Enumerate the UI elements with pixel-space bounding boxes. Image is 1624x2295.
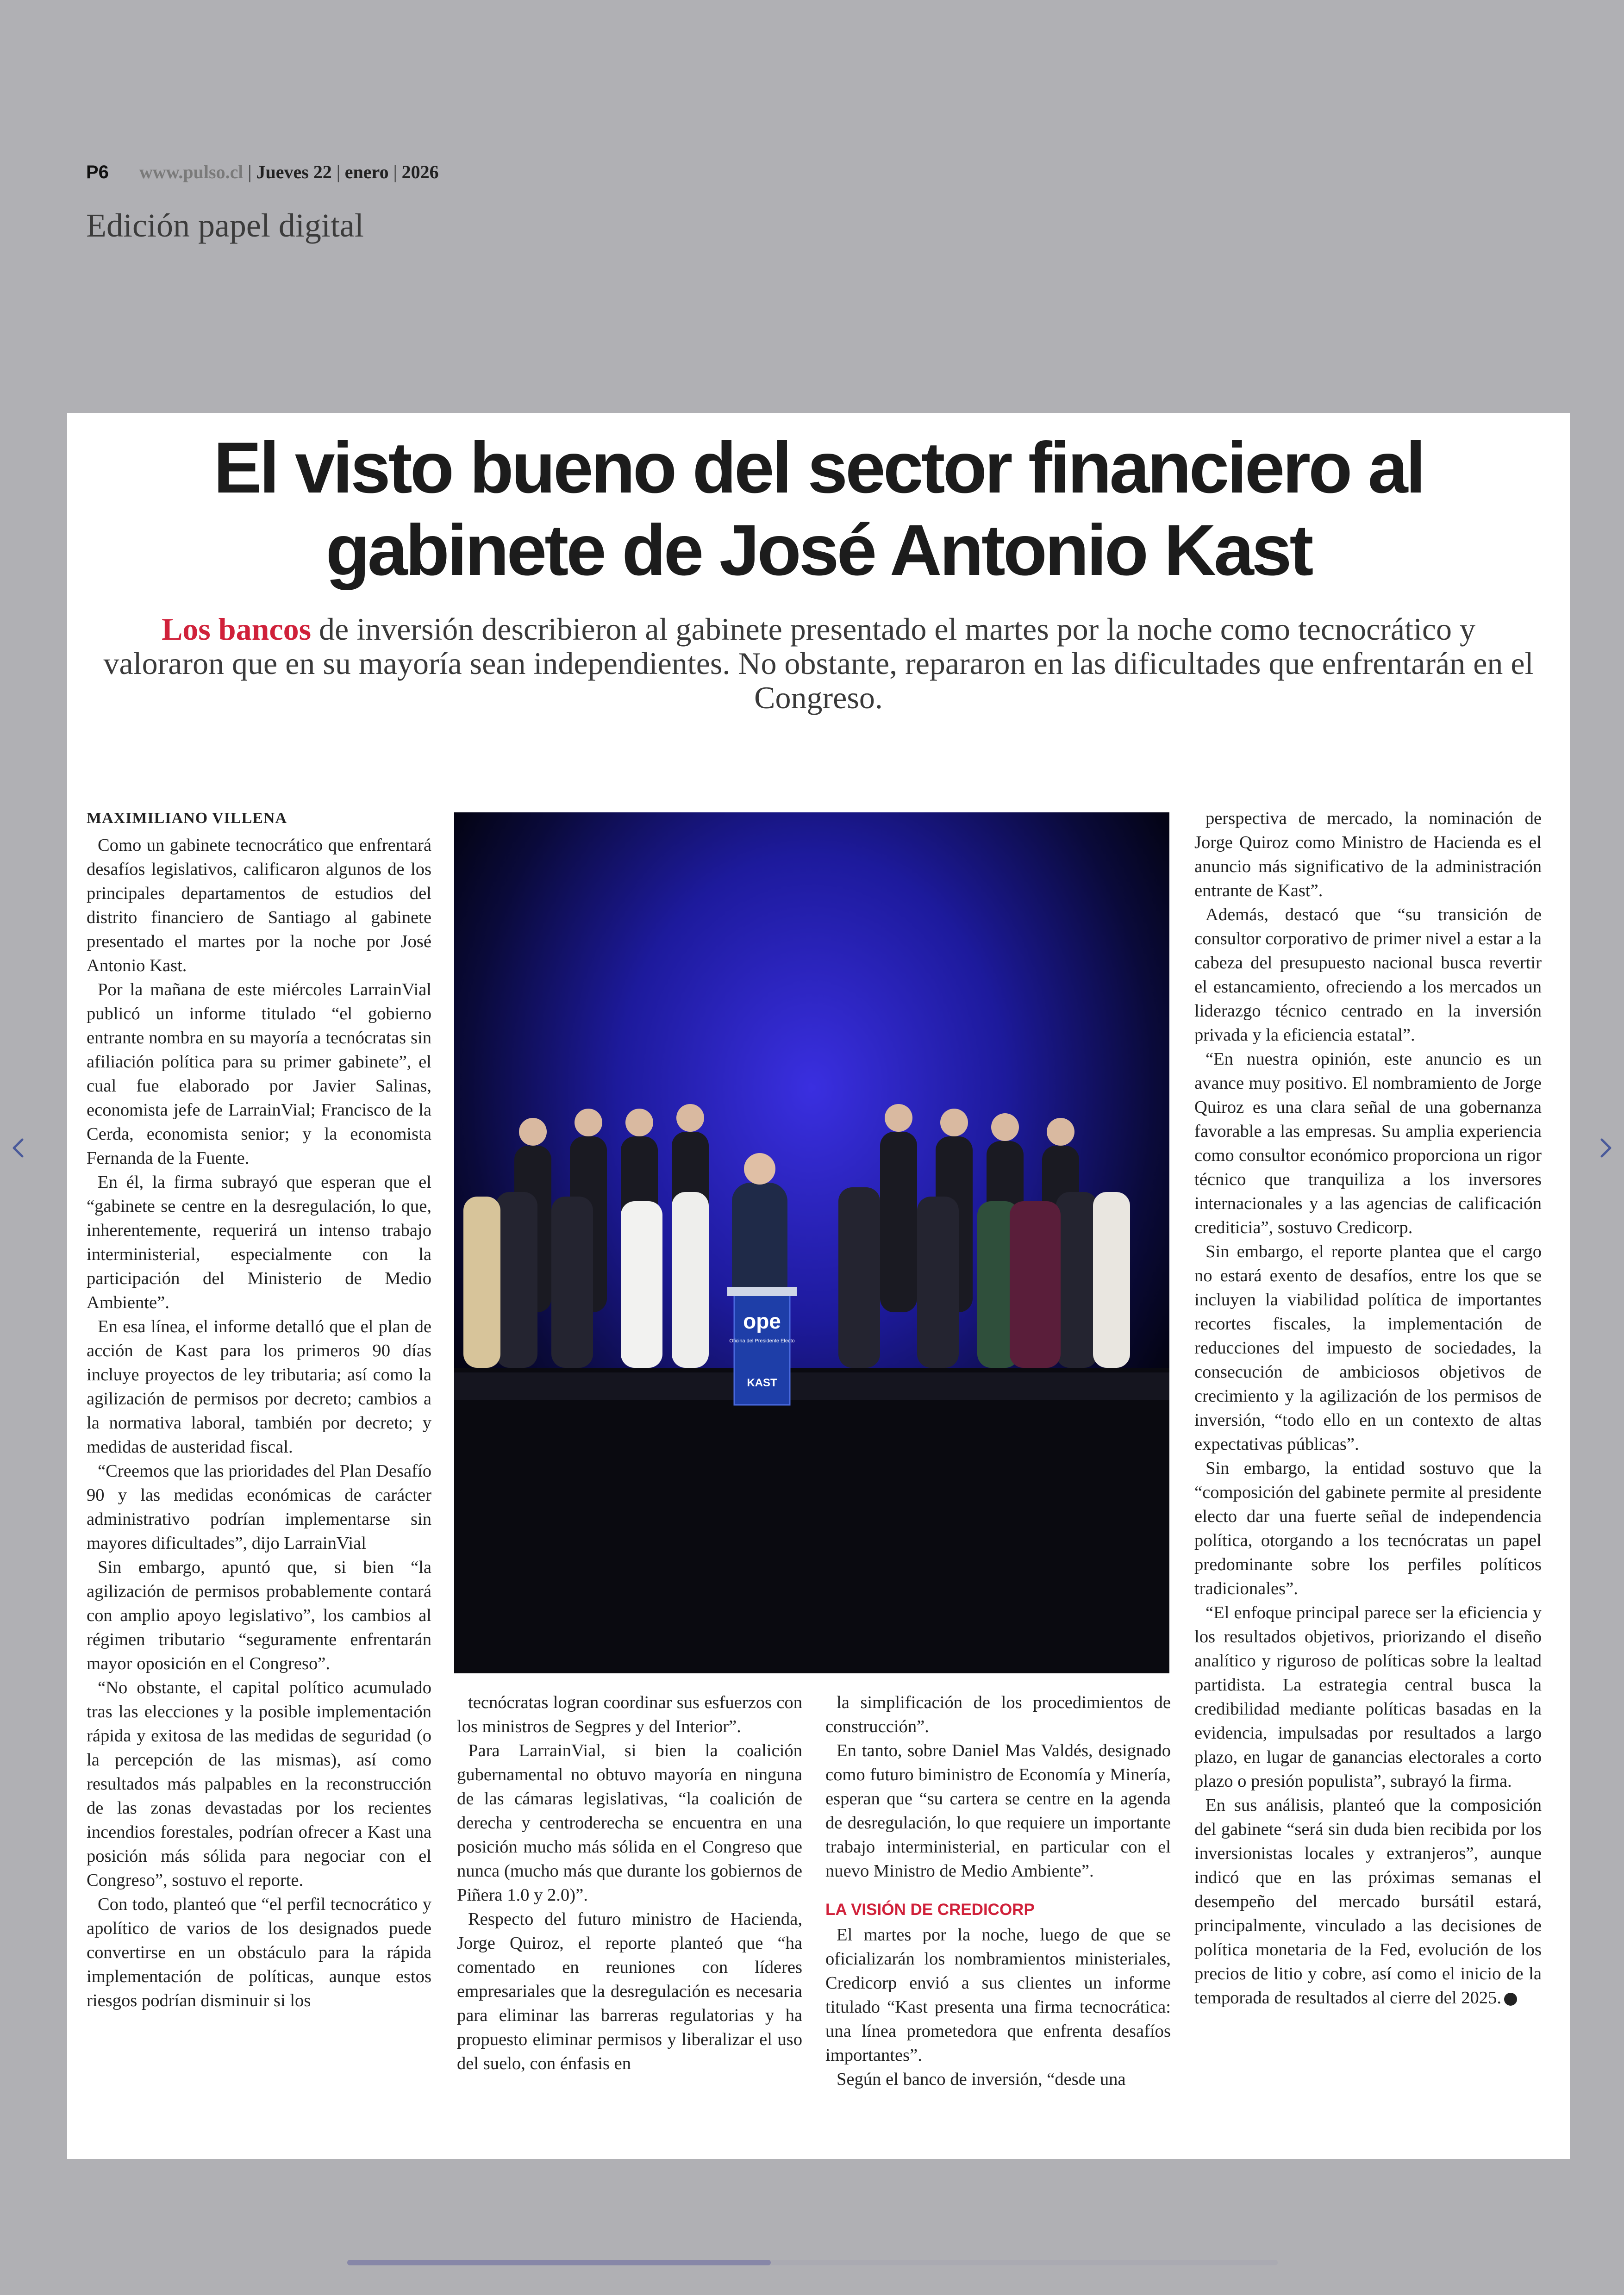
column-3-top	[825, 1690, 1171, 1883]
paragraph: “Creemos que las prioridades del Plan Desafío 90 y las medidas económicas de carácter administrativo podrían implementarse sin mayores dificultades”, dijo LarrainVial	[87, 1461, 431, 1553]
subheading-credicorp: LA VISIÓN DE CREDICORP	[825, 1901, 1035, 1919]
page-number: P6	[86, 162, 109, 182]
podium-brand: KAST	[747, 1377, 777, 1389]
paragraph: En esa línea, el informe detalló que el plan de acción de Kast para los primeros 90 días incluye proyectos de ley tributaria; así como la agilización de permisos por decreto; cambios a la normativa laboral, también por decreto; y medidas de austeridad fiscal.	[87, 1317, 431, 1457]
paragraph: En él, la firma subrayó que esperan que el “gabinete se centre en la desregulación, lo que, inherentemente, requerirá un intenso trabajo interministerial, especialmente con la participación del Ministerio de Medio Ambiente”.	[87, 1172, 431, 1312]
column-1	[87, 806, 431, 2013]
newspaper-page	[67, 413, 1570, 2159]
paragraph: Respecto del futuro ministro de Hacienda, Jorge Quiroz, el reporte planteó que “ha comentado en reuniones con líderes empresariales que la desregulación es necesaria para eliminar las barreras regulatorias y ha propuesto eliminar permisos y liberalizar el uso del suelo, con énfasis en	[457, 1909, 802, 2073]
paragraph: Para LarrainVial, si bien la coalición gubernamental no obtuvo mayoría en ninguna de las cámaras legislativas, “la coalición de derecha y centroderecha se encuentra en una posición mucho más sólida en el Congreso que nunca (mucho más que durante los gobiernos de Piñera 1.0 y 2.0)”.	[457, 1741, 802, 1905]
page-scrollbar[interactable]	[347, 2260, 1278, 2265]
headline	[95, 427, 1542, 592]
page-header: P6 www.pulso.cl | Jueves 22 | enero | 2026	[86, 162, 439, 182]
scrollbar-thumb[interactable]	[347, 2260, 771, 2265]
podium-caption: Oficina del Presidente Electo	[729, 1338, 795, 1344]
site-url[interactable]: www.pulso.cl	[139, 162, 244, 182]
article-photo[interactable]	[454, 812, 1169, 1673]
edition-label: Edición papel digital	[86, 207, 364, 244]
column-2	[457, 1690, 802, 2076]
column-3	[825, 1690, 1171, 2091]
deck	[100, 612, 1537, 715]
cabinet-presentation-image	[454, 812, 1169, 1673]
paragraph: Sin embargo, la entidad sostuvo que la “composición del gabinete permite al presidente electo dar una fuerte señal de independencia política, otorgando a los tecnócratas un papel predominante sobre los perfiles políticos tradicionales”.	[1194, 1459, 1542, 1598]
paragraph: Sin embargo, el reporte plantea que el cargo no estará exento de desafíos, entre los que se incluyen la viabilidad política de importantes recortes fiscales, la implementación de reducciones del impuesto de sociedades, la consecución de ambiciosos objetivos de crecimiento y la agilización de los permisos de inversión, “todo ello en un contexto de altas expectativas públicas”.	[1194, 1242, 1542, 1454]
column-4	[1194, 806, 1542, 2010]
paragraph: Por la mañana de este miércoles LarrainVial publicó un informe titulado “el gobierno entrante nombra en su mayoría a tecnócratas sin afiliación política para su primer gabinete”, el cual fue elaborado por Javier Salinas, economista jefe de LarrainVial; Francisco de la Cerda, economista senior; y la economista Fernanda de la Fuente.	[87, 980, 431, 1168]
chevron-left-icon	[5, 1129, 32, 1166]
column-3-bottom	[825, 1923, 1171, 2091]
date-month: enero	[344, 162, 389, 182]
headline-line-2: gabinete de José Antonio Kast	[325, 510, 1312, 591]
chevron-right-icon	[1592, 1129, 1619, 1166]
paragraph: Sin embargo, apuntó que, si bien “la agilización de permisos probablemente contará con amplio apoyo legislativo”, los cambios al régimen tributario “seguramente enfrentarán mayor oposición en el Congreso”.	[87, 1558, 431, 1673]
paragraph: perspectiva de mercado, la nominación de Jorge Quiroz como Ministro de Hacienda es el anuncio más significativo de la administración entrante de Kast”.	[1194, 809, 1542, 900]
byline: MAXIMILIANO VILLENA	[87, 810, 287, 827]
paragraph: la simplificación de los procedimientos de construcción”.	[825, 1693, 1171, 1736]
paragraph: “No obstante, el capital político acumulado tras las elecciones y la posible implementación rápida y exitosa de las medidas de seguridad (o la percepción de las mismas), así como resultados más palpables en la reconstrucción de las zonas devastadas por los recientes incendios forestales, podrían ofrecer a Kast una posición más sólida para negociar con el Congreso”, sostuvo el reporte.	[87, 1678, 431, 1890]
podium-logo: ope	[743, 1309, 781, 1333]
previous-page-button[interactable]	[5, 1129, 32, 1166]
deck-text: de inversión describieron al gabinete presentado el martes por la noche como tecnocrático y valoraron que en su mayoría sean independientes. No obstante, repararon en las dificultades que enfrentarán en el Congreso.	[103, 611, 1534, 715]
paragraph: En tanto, sobre Daniel Mas Valdés, designado como futuro biministro de Economía y Minería, esperan que “su cartera se centre en la agenda de desregulación, lo que requiere un importante trabajo interministerial, en particular con el nuevo Ministro de Medio Ambiente”.	[825, 1741, 1171, 1881]
end-of-article-icon	[1504, 1993, 1517, 2006]
paragraph: Como un gabinete tecnocrático que enfrentará desafíos legislativos, calificaron algunos de los principales departamentos de estudios del distrito financiero de Santiago al gabinete presentado el martes por la noche por José Antonio Kast.	[87, 836, 431, 975]
next-page-button[interactable]	[1592, 1129, 1619, 1166]
date-year: 2026	[401, 162, 439, 182]
paragraph: tecnócratas logran coordinar sus esfuerzos con los ministros de Segpres y del Interior”.	[457, 1693, 802, 1736]
column-1-body	[87, 833, 431, 2013]
paragraph: Según el banco de inversión, “desde una	[837, 2070, 1126, 2089]
paragraph: “El enfoque principal parece ser la eficiencia y los resultados objetivos, priorizando el diseño analítico y riguroso de políticas sobre la lealtad partidista. La estrategia central busca la credibilidad mediante políticas basadas en la evidencia, impulsadas por resultados a largo plazo, en lugar de ganancias electorales a corto plazo o presión populista”, subrayó la firma.	[1194, 1603, 1542, 1791]
date-day: Jueves 22	[256, 162, 332, 182]
paragraph: En sus análisis, planteó que la composición del gabinete “será sin duda bien recibida por los inversionistas locales y extranjeros”, aunque indicó que en las próximas semanas el desempeño del mercado bursátil estará, principalmente, vinculado a las decisiones de política monetaria de la Fed, evolución de los precios de litio y cobre, así como el inicio de la temporada de resultados al cierre del 2025.	[1194, 1796, 1542, 2008]
paragraph: Con todo, planteó que “el perfil tecnocrático y apolítico de varios de los designados puede convertirse en un obstáculo para la rápida implementación de políticas, aunque estos riesgos podrían disminuir si los	[87, 1895, 431, 2010]
deck-lead: Los bancos	[161, 611, 312, 647]
headline-line-1: El visto bueno del sector financiero al	[213, 428, 1424, 508]
paragraph: El martes por la noche, luego de que se oficializarán los nombramientos ministeriales, Credicorp envió a sus clientes un informe titulado “Kast presenta una firma tecnocrática: una línea prometedora que enfrenta desafíos importantes”.	[825, 1925, 1171, 2065]
paragraph: “En nuestra opinión, este anuncio es un avance muy positivo. El nombramiento de Jorge Quiroz es una clara señal de una gobernanza favorable a las empresas. Su amplia experiencia como consultor económico proporciona un rigor técnico que tranquiliza a los inversores internacionales y a las agencias de calificación crediticia”, sostuvo Credicorp.	[1194, 1049, 1542, 1237]
paragraph: Además, destacó que “su transición de consultor corporativo de primer nivel a estar a la cabeza del presupuesto nacional busca revertir el estancamiento, ofreciendo a los mercados un liderazgo técnico centrado en la inversión privada y la eficiencia estatal”.	[1194, 905, 1542, 1045]
